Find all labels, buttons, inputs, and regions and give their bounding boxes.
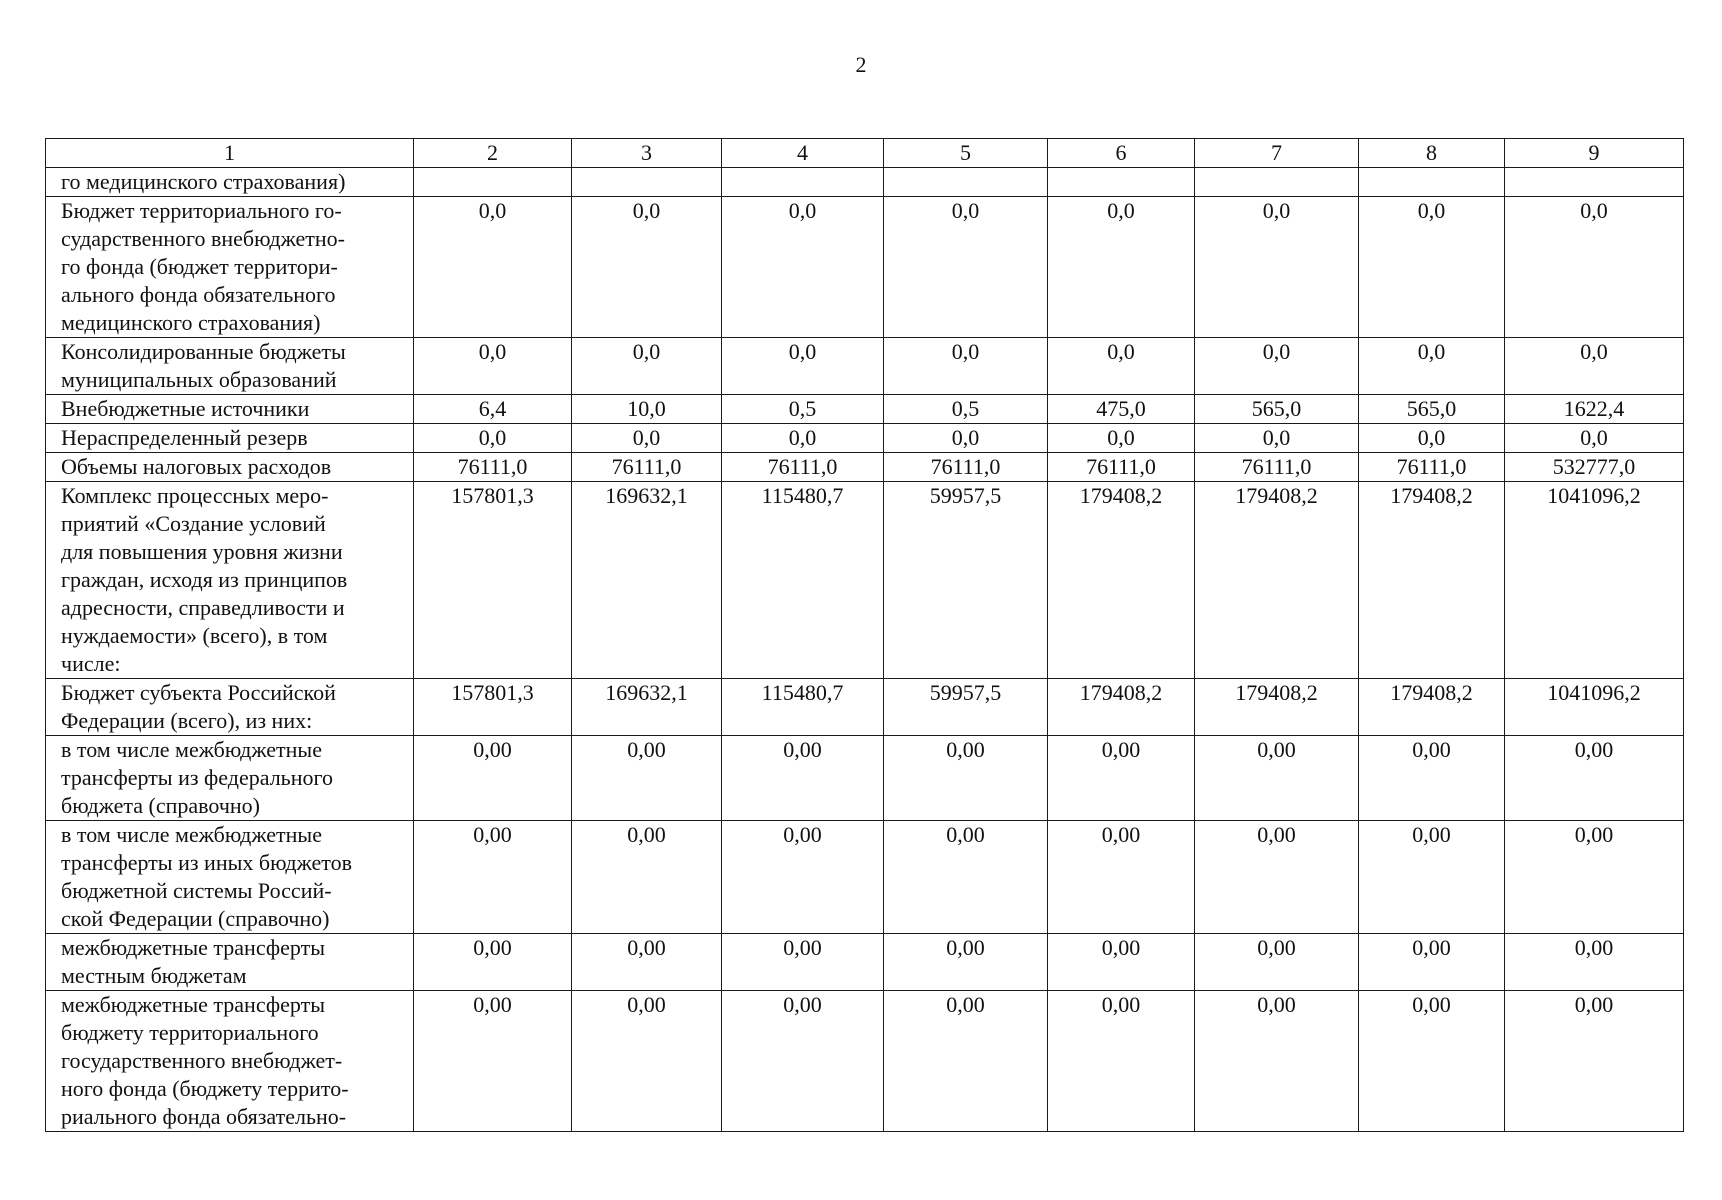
value-cell: 0,00 xyxy=(1195,991,1359,1132)
value-cell: 0,0 xyxy=(722,424,884,453)
value-cell: 0,0 xyxy=(1505,338,1684,395)
row-label: Консолидированные бюджеты муниципальных образований xyxy=(46,338,414,395)
value-cell: 0,00 xyxy=(1048,991,1195,1132)
value-cell: 532777,0 xyxy=(1505,453,1684,482)
value-cell: 0,0 xyxy=(572,424,722,453)
value-cell: 76111,0 xyxy=(572,453,722,482)
value-cell: 0,0 xyxy=(414,338,572,395)
value-cell: 0,00 xyxy=(414,934,572,991)
value-cell: 59957,5 xyxy=(884,482,1048,679)
value-cell: 0,0 xyxy=(884,424,1048,453)
value-cell: 76111,0 xyxy=(414,453,572,482)
column-header: 1 xyxy=(46,139,414,168)
value-cell: 169632,1 xyxy=(572,482,722,679)
value-cell: 0,0 xyxy=(1048,338,1195,395)
value-cell: 179408,2 xyxy=(1359,679,1505,736)
value-cell xyxy=(414,168,572,197)
value-cell: 0,0 xyxy=(1195,197,1359,338)
value-cell: 157801,3 xyxy=(414,482,572,679)
value-cell: 0,00 xyxy=(414,736,572,821)
value-cell: 179408,2 xyxy=(1359,482,1505,679)
column-header: 4 xyxy=(722,139,884,168)
value-cell: 0,00 xyxy=(1048,934,1195,991)
value-cell: 0,00 xyxy=(572,991,722,1132)
table-row xyxy=(46,395,1684,424)
row-label: в том числе межбюджетные трансферты из федерального бюджета (справочно) xyxy=(46,736,414,821)
value-cell: 0,00 xyxy=(722,991,884,1132)
value-cell: 0,00 xyxy=(414,991,572,1132)
row-label: Объемы налоговых расходов xyxy=(46,453,414,482)
value-cell xyxy=(1048,168,1195,197)
value-cell: 0,00 xyxy=(1359,934,1505,991)
page-number: 2 xyxy=(855,52,867,77)
value-cell: 1041096,2 xyxy=(1505,482,1684,679)
value-cell: 0,00 xyxy=(884,736,1048,821)
value-cell: 0,00 xyxy=(1048,821,1195,934)
value-cell: 0,00 xyxy=(572,821,722,934)
value-cell: 0,00 xyxy=(1195,821,1359,934)
column-header: 8 xyxy=(1359,139,1505,168)
value-cell: 0,0 xyxy=(1505,197,1684,338)
table-row xyxy=(46,991,1684,1132)
value-cell xyxy=(1505,168,1684,197)
value-cell: 0,00 xyxy=(884,991,1048,1132)
value-cell: 179408,2 xyxy=(1195,679,1359,736)
row-label: межбюджетные трансферты бюджету территориального государственного внебюджет- ного фонда (бюджету террито- риального фонда обязательно- xyxy=(46,991,414,1132)
value-cell: 0,0 xyxy=(1505,424,1684,453)
value-cell xyxy=(884,168,1048,197)
value-cell: 0,00 xyxy=(1359,821,1505,934)
header-row xyxy=(46,139,1684,168)
table-row xyxy=(46,424,1684,453)
value-cell: 179408,2 xyxy=(1048,482,1195,679)
value-cell: 0,0 xyxy=(1359,424,1505,453)
value-cell: 0,00 xyxy=(572,934,722,991)
value-cell: 115480,7 xyxy=(722,482,884,679)
column-header: 6 xyxy=(1048,139,1195,168)
column-header: 7 xyxy=(1195,139,1359,168)
value-cell: 0,0 xyxy=(722,197,884,338)
value-cell: 0,0 xyxy=(572,338,722,395)
value-cell: 0,0 xyxy=(1048,197,1195,338)
value-cell: 0,00 xyxy=(1359,991,1505,1132)
value-cell: 0,00 xyxy=(722,934,884,991)
value-cell xyxy=(722,168,884,197)
column-header: 2 xyxy=(414,139,572,168)
value-cell: 0,0 xyxy=(884,197,1048,338)
value-cell: 0,0 xyxy=(1359,197,1505,338)
value-cell: 0,5 xyxy=(884,395,1048,424)
value-cell: 0,00 xyxy=(722,736,884,821)
table-row xyxy=(46,736,1684,821)
table-row xyxy=(46,338,1684,395)
value-cell: 565,0 xyxy=(1195,395,1359,424)
value-cell: 157801,3 xyxy=(414,679,572,736)
value-cell: 565,0 xyxy=(1359,395,1505,424)
value-cell: 1622,4 xyxy=(1505,395,1684,424)
value-cell: 0,00 xyxy=(414,821,572,934)
table-body xyxy=(46,168,1684,1132)
column-header: 5 xyxy=(884,139,1048,168)
value-cell: 0,0 xyxy=(1195,338,1359,395)
value-cell: 169632,1 xyxy=(572,679,722,736)
value-cell: 10,0 xyxy=(572,395,722,424)
value-cell: 1041096,2 xyxy=(1505,679,1684,736)
row-label: го медицинского страхования) xyxy=(46,168,414,197)
value-cell xyxy=(1359,168,1505,197)
value-cell: 59957,5 xyxy=(884,679,1048,736)
value-cell: 179408,2 xyxy=(1195,482,1359,679)
row-label: в том числе межбюджетные трансферты из иных бюджетов бюджетной системы Россий- ской Федерации (справочно) xyxy=(46,821,414,934)
value-cell: 0,00 xyxy=(722,821,884,934)
budget-table xyxy=(45,138,1684,1132)
value-cell: 475,0 xyxy=(1048,395,1195,424)
value-cell: 115480,7 xyxy=(722,679,884,736)
column-header: 3 xyxy=(572,139,722,168)
value-cell: 0,0 xyxy=(1048,424,1195,453)
table-row xyxy=(46,197,1684,338)
value-cell: 0,00 xyxy=(1505,991,1684,1132)
value-cell: 0,00 xyxy=(1195,934,1359,991)
value-cell: 179408,2 xyxy=(1048,679,1195,736)
value-cell: 0,00 xyxy=(1195,736,1359,821)
value-cell: 0,00 xyxy=(1048,736,1195,821)
row-label: Нераспределенный резерв xyxy=(46,424,414,453)
value-cell: 0,0 xyxy=(414,424,572,453)
table-row xyxy=(46,482,1684,679)
value-cell: 0,00 xyxy=(1359,736,1505,821)
value-cell: 76111,0 xyxy=(1048,453,1195,482)
column-header: 9 xyxy=(1505,139,1684,168)
value-cell: 0,00 xyxy=(1505,736,1684,821)
table-row xyxy=(46,679,1684,736)
row-label: Бюджет субъекта Российской Федерации (всего), из них: xyxy=(46,679,414,736)
row-label: Комплекс процессных меро- приятий «Создание условий для повышения уровня жизни граждан, исходя из принципов адресности, справедливости и нуждаемости» (всего), в том числе: xyxy=(46,482,414,679)
value-cell: 0,5 xyxy=(722,395,884,424)
value-cell: 76111,0 xyxy=(1359,453,1505,482)
value-cell: 0,0 xyxy=(722,338,884,395)
value-cell: 0,00 xyxy=(884,934,1048,991)
value-cell: 76111,0 xyxy=(722,453,884,482)
value-cell: 6,4 xyxy=(414,395,572,424)
table-row xyxy=(46,168,1684,197)
value-cell: 0,0 xyxy=(572,197,722,338)
value-cell: 0,0 xyxy=(1195,424,1359,453)
table-row xyxy=(46,934,1684,991)
value-cell: 0,00 xyxy=(1505,821,1684,934)
value-cell: 76111,0 xyxy=(1195,453,1359,482)
value-cell: 0,0 xyxy=(414,197,572,338)
row-label: межбюджетные трансферты местным бюджетам xyxy=(46,934,414,991)
value-cell xyxy=(1195,168,1359,197)
value-cell: 0,00 xyxy=(572,736,722,821)
value-cell: 0,0 xyxy=(1359,338,1505,395)
row-label: Внебюджетные источники xyxy=(46,395,414,424)
table-row xyxy=(46,821,1684,934)
value-cell: 0,0 xyxy=(884,338,1048,395)
value-cell: 76111,0 xyxy=(884,453,1048,482)
row-label: Бюджет территориального го- сударственного внебюджетно- го фонда (бюджет территори- ального фонда обязательного медицинского страхования) xyxy=(46,197,414,338)
value-cell xyxy=(572,168,722,197)
value-cell: 0,00 xyxy=(884,821,1048,934)
value-cell: 0,00 xyxy=(1505,934,1684,991)
table-row xyxy=(46,453,1684,482)
